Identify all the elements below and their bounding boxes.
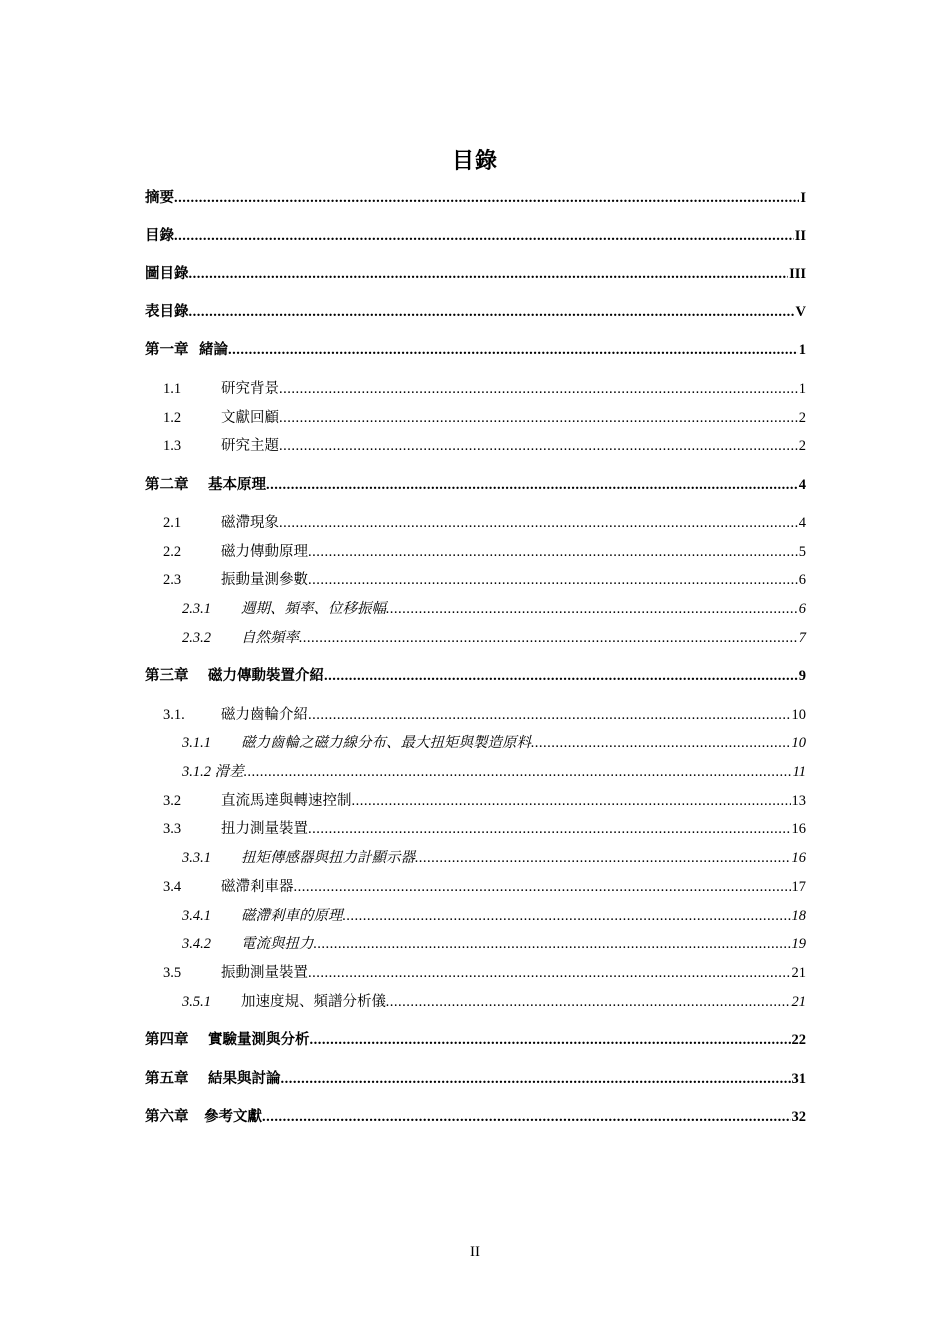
toc-entry-page: 2 bbox=[798, 438, 806, 454]
toc-entry-text: 磁力齒輪之磁力線分布、最大扭矩與製造原料 bbox=[241, 735, 531, 751]
toc-entry-number: 3.2 bbox=[163, 793, 182, 809]
dot-leader bbox=[244, 761, 792, 783]
toc-chapter-5[interactable] bbox=[145, 1068, 806, 1090]
toc-subsection-3-4-1[interactable] bbox=[145, 905, 806, 927]
toc-entry-page: 6 bbox=[798, 572, 806, 588]
page-number: II bbox=[470, 1244, 480, 1260]
toc-entry-text: 磁力傳動裝置介紹 bbox=[208, 668, 324, 684]
dot-leader bbox=[228, 339, 798, 361]
toc-entry-page: V bbox=[795, 304, 806, 320]
dot-leader bbox=[308, 704, 791, 726]
toc-entry-text: 實驗量測與分析 bbox=[208, 1032, 310, 1048]
toc-entry-text: 加速度規、頻譜分析儀 bbox=[241, 994, 386, 1010]
dot-leader bbox=[294, 876, 791, 898]
toc-subsection-3-5-1[interactable] bbox=[145, 991, 806, 1013]
toc-entry-tables[interactable] bbox=[145, 301, 806, 323]
toc-entry-number: 2.3.2 bbox=[182, 630, 211, 646]
toc-entry-number: 2.3 bbox=[163, 572, 182, 588]
toc-entry-text: 磁滯剎車的原理 bbox=[241, 908, 343, 924]
toc-entry-page: 10 bbox=[791, 735, 806, 751]
toc-entry-page: I bbox=[800, 190, 806, 206]
toc-entry-page: 2 bbox=[798, 410, 806, 426]
toc-entry-text: 緒論 bbox=[199, 342, 228, 358]
toc-entry-contents[interactable] bbox=[145, 225, 806, 247]
toc-chapter-1[interactable] bbox=[145, 339, 806, 361]
toc-entry-figures[interactable] bbox=[145, 263, 806, 285]
toc-entry-number: 3.4.2 bbox=[182, 936, 211, 952]
toc-chapter-2[interactable] bbox=[145, 474, 806, 496]
toc-chapter-3[interactable] bbox=[145, 665, 806, 687]
toc-entry-text: 研究背景 bbox=[221, 381, 279, 397]
toc-entry-text: 直流馬達與轉速控制 bbox=[221, 793, 352, 809]
toc-section-1-2[interactable] bbox=[145, 407, 806, 429]
dot-leader bbox=[279, 435, 798, 457]
toc-entry-page: 16 bbox=[791, 821, 806, 837]
dot-leader bbox=[279, 407, 798, 429]
toc-entry-page: 13 bbox=[791, 793, 806, 809]
toc-entry-page: 6 bbox=[798, 601, 806, 617]
toc-entry-page: 21 bbox=[791, 965, 806, 981]
dot-leader bbox=[310, 1029, 791, 1051]
toc-entry-number: 3.4.1 bbox=[182, 908, 211, 924]
toc-section-2-2[interactable] bbox=[145, 541, 806, 563]
toc-entry-page: 17 bbox=[791, 879, 806, 895]
dot-leader bbox=[279, 512, 798, 534]
toc-entry-text: 振動量測參數 bbox=[221, 572, 308, 588]
dot-leader bbox=[386, 598, 798, 620]
toc-entry-text: 自然頻率 bbox=[241, 630, 299, 646]
toc-entry-text: 電流與扭力 bbox=[241, 936, 314, 952]
toc-section-3-2[interactable] bbox=[145, 790, 806, 812]
toc-entry-page: 32 bbox=[791, 1109, 806, 1125]
toc-entry-page: 16 bbox=[791, 850, 806, 866]
toc-subsection-3-3-1[interactable] bbox=[145, 847, 806, 869]
toc-entry-text: 基本原理 bbox=[208, 477, 266, 493]
toc-entry-text: 結果與討論 bbox=[208, 1071, 281, 1087]
dot-leader bbox=[308, 818, 791, 840]
toc-entry-page: 1 bbox=[798, 381, 806, 397]
toc-entry-text: 振動測量裝置 bbox=[221, 965, 308, 981]
dot-leader bbox=[299, 627, 798, 649]
dot-leader bbox=[262, 1106, 791, 1128]
toc-section-1-1[interactable] bbox=[145, 378, 806, 400]
toc-section-1-3[interactable] bbox=[145, 435, 806, 457]
toc-entry-page: 31 bbox=[791, 1071, 806, 1087]
toc-entry-number: 2.3.1 bbox=[182, 601, 211, 617]
toc-entry-abstract[interactable] bbox=[145, 187, 806, 209]
toc-entry-text: 3.1.2 滑差 bbox=[182, 764, 244, 780]
toc-subsection-3-1-1[interactable] bbox=[145, 732, 806, 754]
toc-subsection-2-3-1[interactable] bbox=[145, 598, 806, 620]
toc-entry-text: 表目錄 bbox=[145, 304, 189, 320]
toc-entry-number: 第三章 bbox=[145, 668, 189, 684]
toc-entry-page: 10 bbox=[791, 707, 806, 723]
toc-chapter-6[interactable] bbox=[145, 1106, 806, 1128]
dot-leader bbox=[308, 541, 798, 563]
toc-entry-number: 第一章 bbox=[145, 342, 189, 358]
toc-entry-number: 2.1 bbox=[163, 515, 182, 531]
toc-entry-text: 週期、頻率、位移振幅 bbox=[241, 601, 386, 617]
toc-subsection-3-1-2[interactable] bbox=[145, 761, 806, 783]
toc-entry-text: 摘要 bbox=[145, 190, 174, 206]
dot-leader bbox=[308, 962, 791, 984]
toc-entry-text: 目錄 bbox=[145, 228, 174, 244]
toc-entry-number: 3.5.1 bbox=[182, 994, 211, 1010]
toc-entry-page: III bbox=[789, 266, 806, 282]
toc-subsection-2-3-2[interactable] bbox=[145, 627, 806, 649]
toc-chapter-4[interactable] bbox=[145, 1029, 806, 1051]
toc-entry-number: 1.2 bbox=[163, 410, 182, 426]
dot-leader bbox=[174, 225, 794, 247]
toc-entry-page: 18 bbox=[791, 908, 806, 924]
dot-leader bbox=[386, 991, 791, 1013]
toc-subsection-3-4-2[interactable] bbox=[145, 933, 806, 955]
toc-entry-page: 19 bbox=[791, 936, 806, 952]
toc-section-3-4[interactable] bbox=[145, 876, 806, 898]
toc-entry-text: 圖目錄 bbox=[145, 266, 189, 282]
toc-entry-text: 磁力齒輪介紹 bbox=[221, 707, 308, 723]
toc-entry-number: 1.3 bbox=[163, 438, 182, 454]
toc-entry-number: 1.1 bbox=[163, 381, 182, 397]
toc-entry-text: 參考文獻 bbox=[204, 1109, 262, 1125]
toc-section-2-3[interactable] bbox=[145, 569, 806, 591]
toc-entry-page: 5 bbox=[798, 544, 806, 560]
toc-entry-number: 第六章 bbox=[145, 1109, 189, 1125]
toc-entry-page: 9 bbox=[798, 668, 806, 684]
toc-section-3-1[interactable] bbox=[145, 704, 806, 726]
dot-leader bbox=[266, 474, 798, 496]
toc-entry-text: 磁滯剎車器 bbox=[221, 879, 294, 895]
toc-entry-page: 7 bbox=[798, 630, 806, 646]
toc-entry-number: 3.1. bbox=[163, 707, 185, 723]
toc-entry-page: 21 bbox=[791, 994, 806, 1010]
toc-entry-page: II bbox=[794, 228, 806, 244]
toc-entry-number: 3.5 bbox=[163, 965, 182, 981]
toc-entry-text: 扭力測量裝置 bbox=[221, 821, 308, 837]
dot-leader bbox=[308, 569, 798, 591]
toc-entry-number: 3.3 bbox=[163, 821, 182, 837]
dot-leader bbox=[343, 905, 791, 927]
toc-entry-page: 4 bbox=[798, 477, 806, 493]
toc-entry-page: 11 bbox=[792, 764, 806, 780]
page-title: 目錄 bbox=[451, 148, 498, 173]
toc-entry-text: 文獻回顧 bbox=[221, 410, 279, 426]
toc-section-3-3[interactable] bbox=[145, 818, 806, 840]
dot-leader bbox=[174, 187, 799, 209]
toc-entry-page: 1 bbox=[798, 342, 806, 358]
dot-leader bbox=[352, 790, 791, 812]
toc-entry-page: 22 bbox=[791, 1032, 806, 1048]
toc-entry-number: 第四章 bbox=[145, 1032, 189, 1048]
toc-entry-text: 磁力傳動原理 bbox=[221, 544, 308, 560]
dot-leader bbox=[324, 665, 798, 687]
toc-entry-text: 磁滯現象 bbox=[221, 515, 279, 531]
toc-entry-number: 3.4 bbox=[163, 879, 182, 895]
toc-entry-text: 扭矩傳感器與扭力計顯示器 bbox=[241, 850, 415, 866]
dot-leader bbox=[531, 732, 791, 754]
toc-entry-number: 3.1.1 bbox=[182, 735, 211, 751]
dot-leader bbox=[189, 263, 789, 285]
dot-leader bbox=[279, 378, 798, 400]
toc-entry-number: 2.2 bbox=[163, 544, 182, 560]
toc-section-2-1[interactable] bbox=[145, 512, 806, 534]
dot-leader bbox=[415, 847, 791, 869]
toc-entry-text: 研究主題 bbox=[221, 438, 279, 454]
dot-leader bbox=[281, 1068, 791, 1090]
toc-section-3-5[interactable] bbox=[145, 962, 806, 984]
toc-entry-page: 4 bbox=[798, 515, 806, 531]
dot-leader bbox=[189, 301, 795, 323]
toc-entry-number: 第二章 bbox=[145, 477, 189, 493]
toc-entry-number: 3.3.1 bbox=[182, 850, 211, 866]
toc-entry-number: 第五章 bbox=[145, 1071, 189, 1087]
dot-leader bbox=[314, 933, 791, 955]
